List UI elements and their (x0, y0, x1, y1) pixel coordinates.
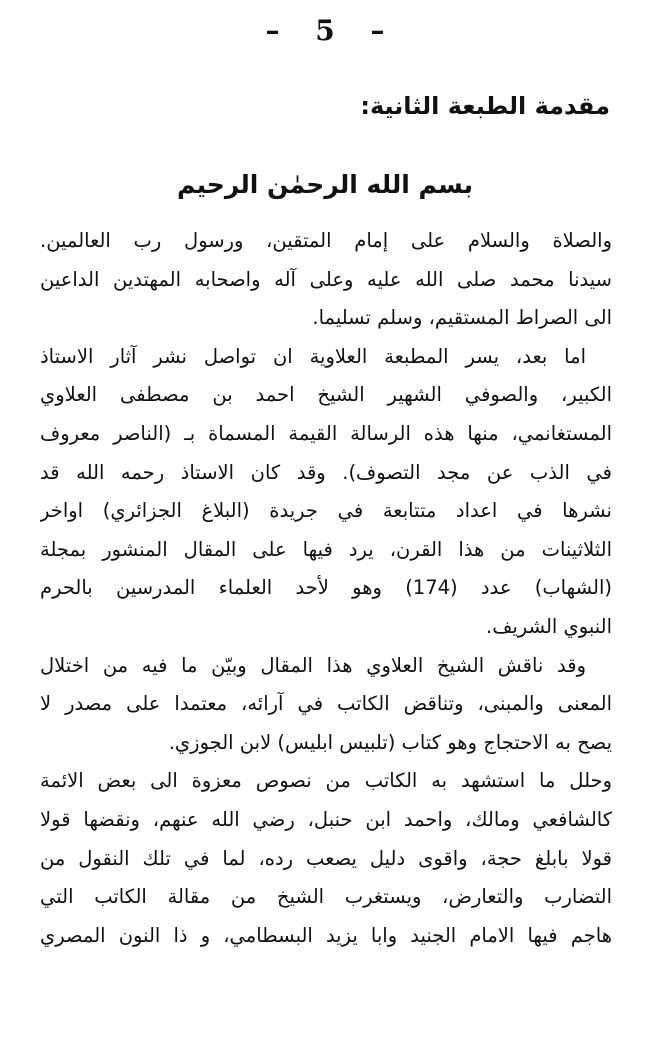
basmala-heading: بسم الله الرحمٰن الرحيم (177, 170, 473, 199)
text-line: وحلل ما استشهد به الكاتب من نصوص معزوة الى بعض الائمة (40, 769, 612, 793)
text-line: نشرها في اعداد متتابعة في جريدة (البلاغ الجزائري) اواخر (40, 499, 612, 523)
text-line: وقد ناقش الشيخ العلاوي هذا المقال وبيّن ما فيه من اختلال (40, 653, 586, 677)
text-line: يصح به الاحتجاج وهو كتاب (تلبيس ابليس) لابن الجوزي. (168, 730, 612, 754)
header-dash-right: – (370, 14, 385, 47)
text-line: (الشهاب) عدد (174) وهو لأحد العلماء المدرسين بالحرم (40, 576, 612, 600)
page-number-header (0, 14, 650, 47)
text-line: سيدنا محمد صلى الله عليه وعلى آله واصحابه المهتدين الداعين (40, 267, 612, 291)
text-line: النبوي الشريف. (486, 614, 612, 638)
text-line: اما بعد، يسر المطبعة العلاوية ان تواصل نشر آثار الاستاذ (40, 344, 586, 368)
text-line: الى الصراط المستقيم، وسلم تسليما. (312, 306, 612, 330)
text-line: قولا بابلغ حجة، واقوى دليل يصعب رده، لما في تلك النقول من (40, 846, 612, 870)
text-line: التضارب والتعارض، ويستغرب الشيخ من مقالة الكاتب التي (40, 885, 612, 909)
text-line: المعنى والمبنى، وتناقض الكاتب في آرائه، معتمدا على مصدر لا (40, 692, 612, 716)
text-line: في الذب عن مجد التصوف). وقد كان الاستاذ رحمه الله قد (40, 460, 612, 484)
text-line: الثلاثينات من هذا القرن، يرد فيها على المقال المنشور بمجلة (40, 537, 612, 561)
page-number: 5 (315, 14, 335, 47)
text-line: الكبير، والصوفي الشهير الشيخ احمد بن مصطفى العلاوي (40, 383, 612, 407)
section-title: مقدمة الطبعة الثانية: (360, 92, 610, 120)
text-line: هاجم فيها الامام الجنيد وابا يزيد البسطامي، و ذا النون المصري (40, 923, 612, 947)
text-line: كالشافعي ومالك، واحمد ابن حنبل، رضي الله عنهم، ونقضها قولا (40, 807, 612, 831)
text-line: المستغانمي، منها هذه الرسالة القيمة المسماة بـ (الناصر معروف (40, 421, 612, 445)
text-line: والصلاة والسلام على إمام المتقين، ورسول رب العالمين. (40, 229, 612, 252)
body-text (40, 222, 612, 955)
header-dash-left: – (265, 14, 280, 47)
